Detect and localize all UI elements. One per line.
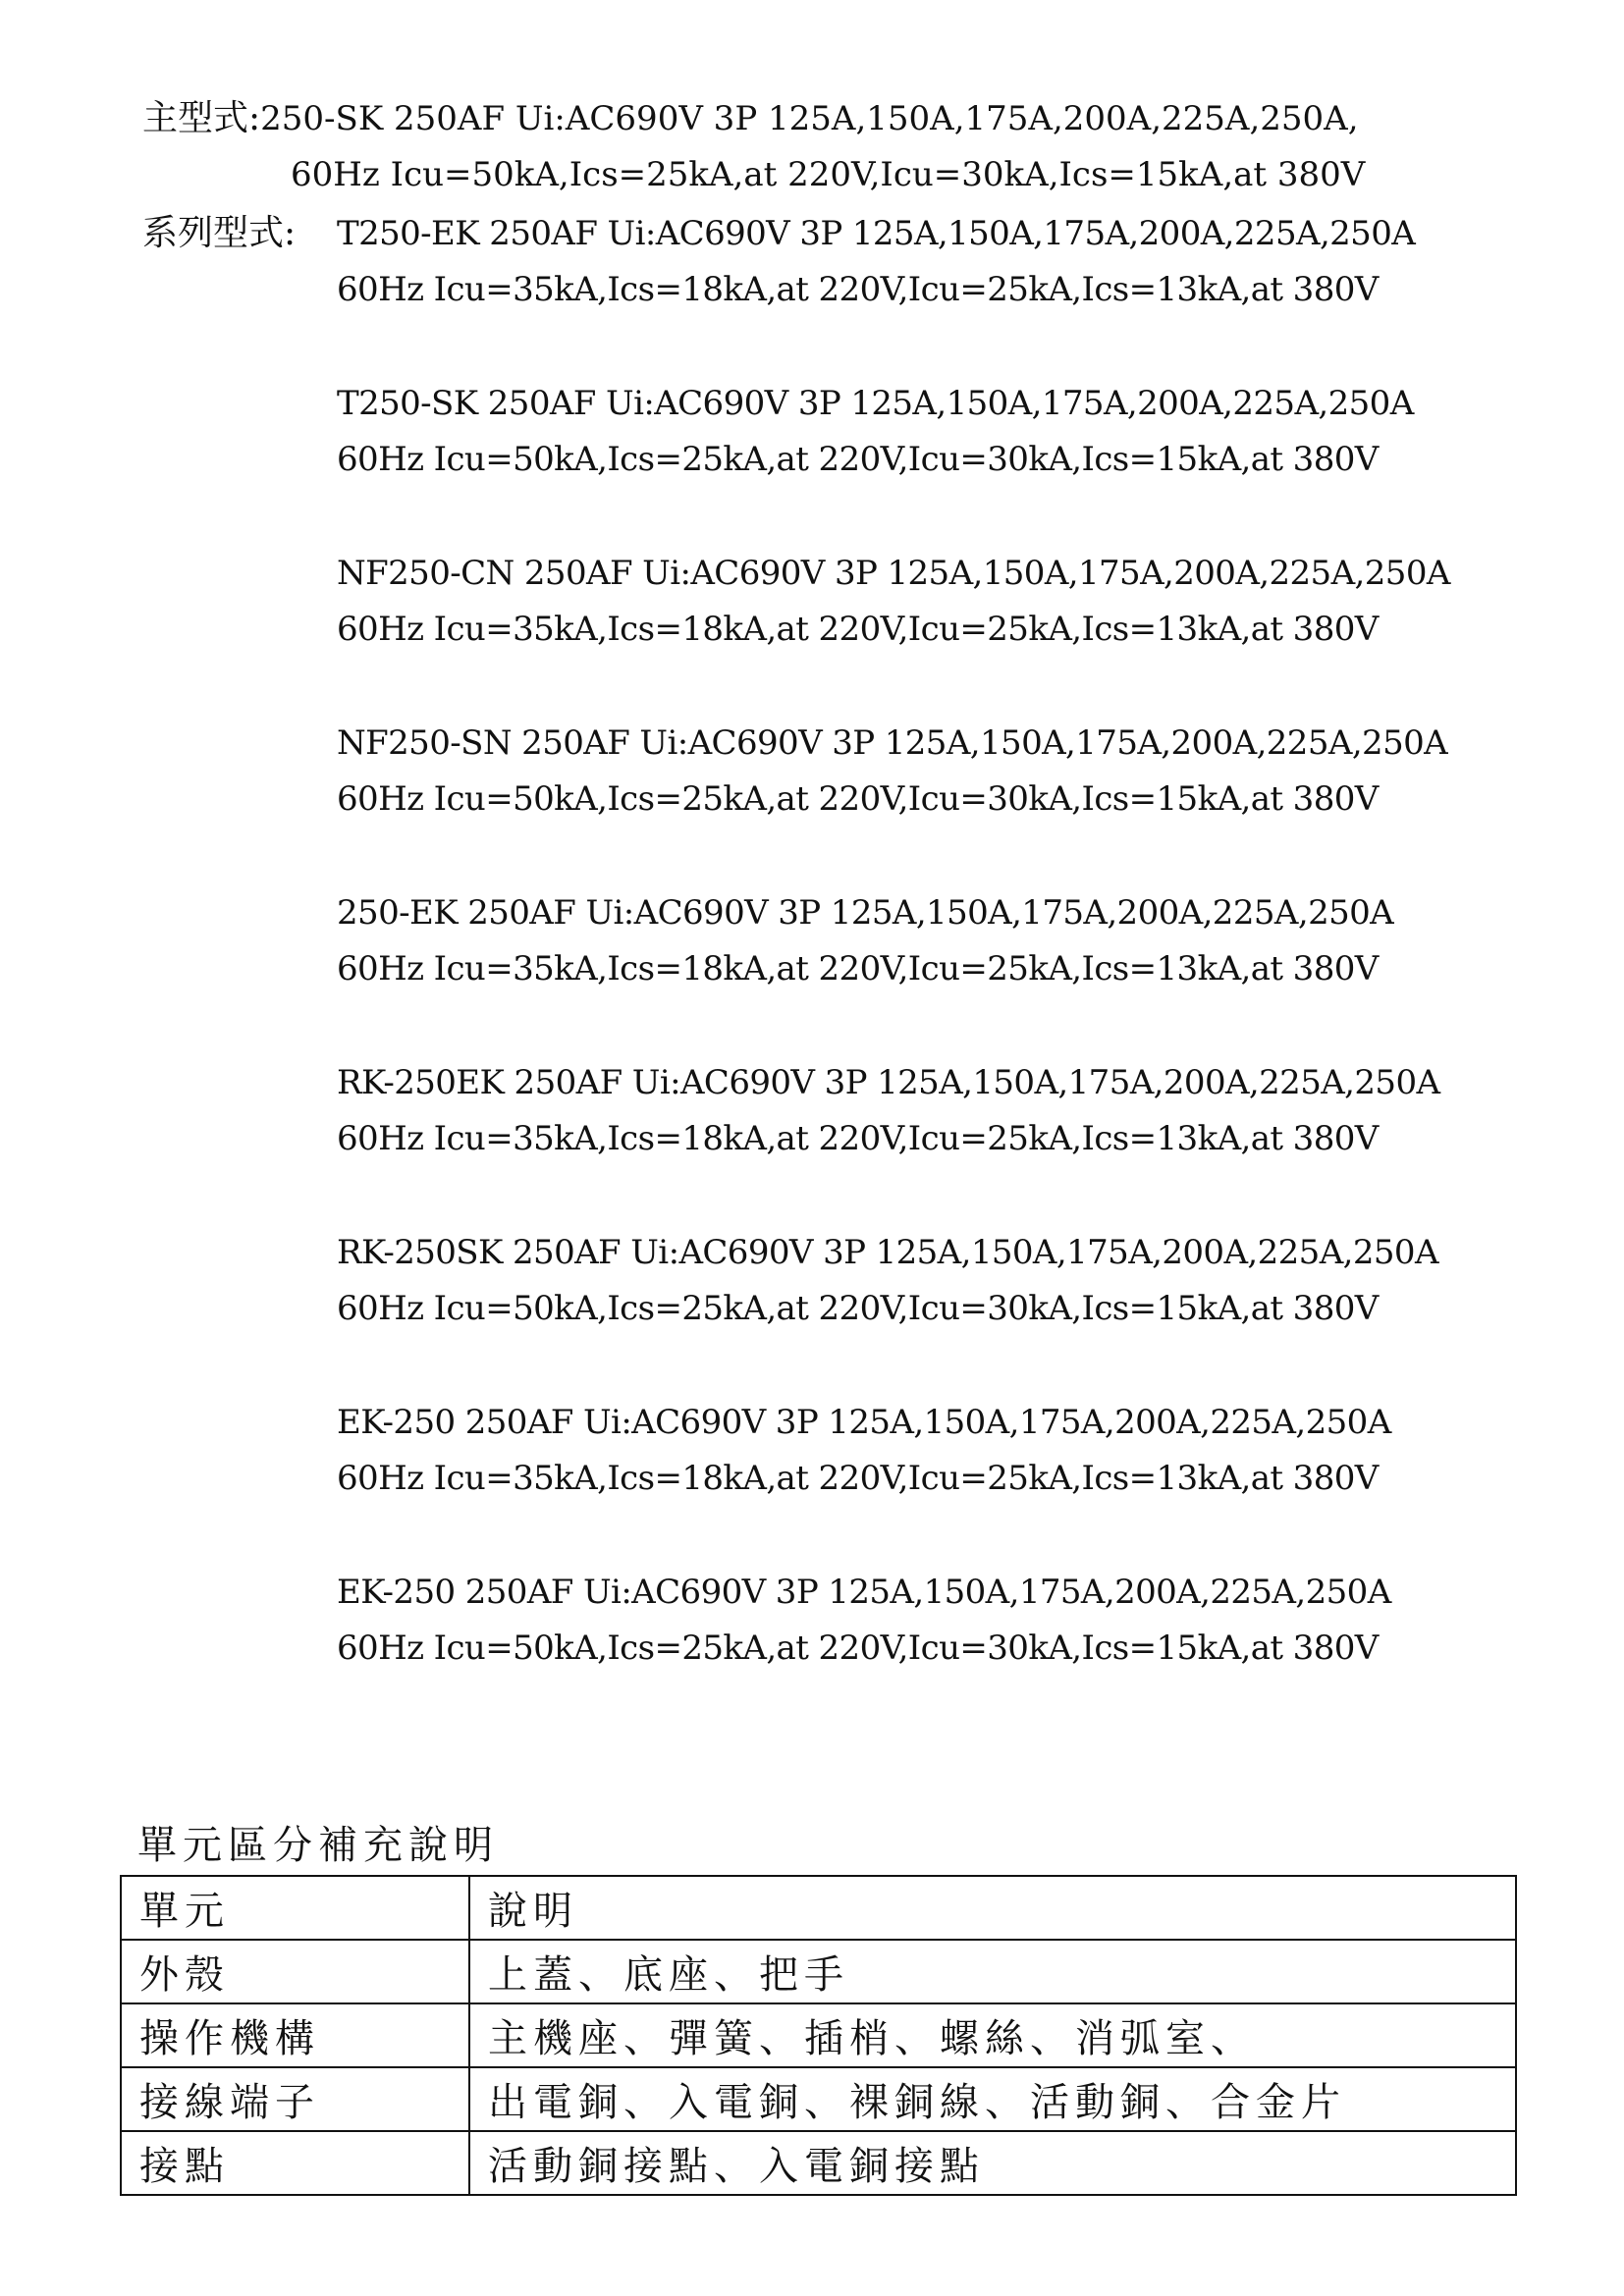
- series-entry-9-line-2: 60Hz Icu=50kA,Ics=25kA,at 220V,Icu=30kA,Ics=15kA,at 380V: [337, 1629, 1379, 1668]
- table-row: [121, 2067, 1516, 2131]
- series-entry-4-line-1: NF250-SN 250AF Ui:AC690V 3P 125A,150A,175A,200A,225A,250A: [337, 723, 1448, 763]
- header-unit: 單元: [121, 1876, 469, 1940]
- row-1-unit: 外殼: [121, 1940, 469, 2003]
- series-entry-7-line-2: 60Hz Icu=50kA,Ics=25kA,at 220V,Icu=30kA,Ics=15kA,at 380V: [337, 1289, 1379, 1328]
- main-model-label: 主型式:: [142, 98, 261, 138]
- unit-table: [120, 1875, 1517, 2196]
- series-entry-7-line-1: RK-250SK 250AF Ui:AC690V 3P 125A,150A,175A,200A,225A,250A: [337, 1233, 1438, 1272]
- row-2-description: 主機座、彈簧、插梢、螺絲、消弧室、: [469, 2003, 1516, 2067]
- table-row: [121, 2003, 1516, 2067]
- row-3-description: 出電銅、入電銅、裸銅線、活動銅、合金片: [469, 2067, 1516, 2131]
- series-entry-1-line-1: T250-EK 250AF Ui:AC690V 3P 125A,150A,175A,200A,225A,250A: [337, 214, 1416, 253]
- unit-table-title: 單元區分補充說明: [137, 1823, 499, 1868]
- series-entry-1-line-2: 60Hz Icu=35kA,Ics=18kA,at 220V,Icu=25kA,Ics=13kA,at 380V: [337, 270, 1379, 309]
- row-3-unit: 接線端子: [121, 2067, 469, 2131]
- row-1-description: 上蓋、底座、把手: [469, 1940, 1516, 2003]
- table-header-row: [121, 1876, 1516, 1940]
- row-4-description: 活動銅接點、入電銅接點: [469, 2131, 1516, 2195]
- series-entry-5-line-2: 60Hz Icu=35kA,Ics=18kA,at 220V,Icu=25kA,Ics=13kA,at 380V: [337, 949, 1379, 988]
- series-entry-3-line-1: NF250-CN 250AF Ui:AC690V 3P 125A,150A,175A,200A,225A,250A: [337, 554, 1450, 593]
- series-entry-6-line-2: 60Hz Icu=35kA,Ics=18kA,at 220V,Icu=25kA,Ics=13kA,at 380V: [337, 1119, 1379, 1158]
- series-entry-8-line-2: 60Hz Icu=35kA,Ics=18kA,at 220V,Icu=25kA,Ics=13kA,at 380V: [337, 1459, 1379, 1498]
- series-entry-5-line-1: 250-EK 250AF Ui:AC690V 3P 125A,150A,175A,200A,225A,250A: [337, 893, 1394, 933]
- series-entry-4-line-2: 60Hz Icu=50kA,Ics=25kA,at 220V,Icu=30kA,Ics=15kA,at 380V: [337, 779, 1379, 819]
- series-entry-8-line-1: EK-250 250AF Ui:AC690V 3P 125A,150A,175A,200A,225A,250A: [337, 1403, 1391, 1442]
- main-model-line-1: [142, 96, 1359, 141]
- main-model-line-2: 60Hz Icu=50kA,Ics=25kA,at 220V,Icu=30kA,Ics=15kA,at 380V: [291, 155, 1366, 194]
- series-entry-2-line-1: T250-SK 250AF Ui:AC690V 3P 125A,150A,175A,200A,225A,250A: [337, 384, 1414, 423]
- series-model-label: 系列型式:: [142, 213, 297, 253]
- row-4-unit: 接點: [121, 2131, 469, 2195]
- table-row: [121, 2131, 1516, 2195]
- header-description: 說明: [469, 1876, 1516, 1940]
- series-entry-2-line-2: 60Hz Icu=50kA,Ics=25kA,at 220V,Icu=30kA,Ics=15kA,at 380V: [337, 440, 1379, 479]
- table-row: [121, 1940, 1516, 2003]
- series-entry-9-line-1: EK-250 250AF Ui:AC690V 3P 125A,150A,175A,200A,225A,250A: [337, 1573, 1391, 1612]
- series-entry-6-line-1: RK-250EK 250AF Ui:AC690V 3P 125A,150A,175A,200A,225A,250A: [337, 1063, 1440, 1102]
- series-entry-3-line-2: 60Hz Icu=35kA,Ics=18kA,at 220V,Icu=25kA,Ics=13kA,at 380V: [337, 610, 1379, 649]
- main-model-spec: 250-SK 250AF Ui:AC690V 3P 125A,150A,175A,200A,225A,250A,: [260, 99, 1359, 138]
- row-2-unit: 操作機構: [121, 2003, 469, 2067]
